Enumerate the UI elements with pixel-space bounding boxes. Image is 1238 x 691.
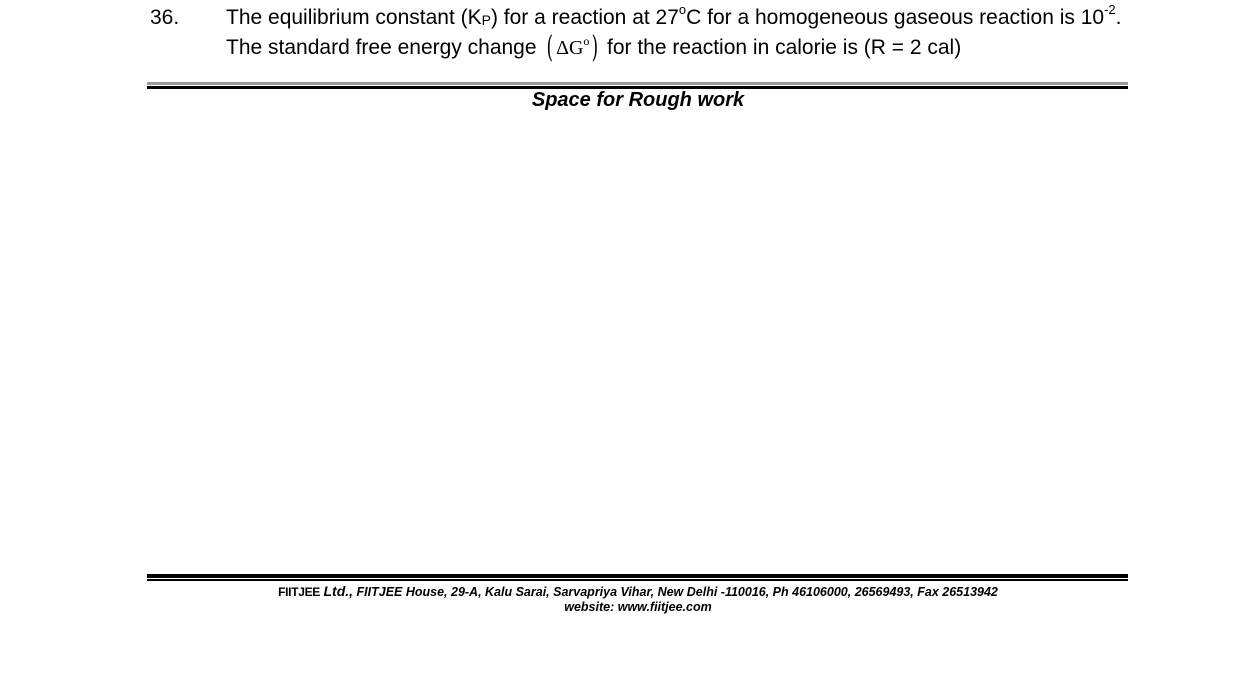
exponent-superscript: -2 (1104, 2, 1116, 17)
footer-address: FIITJEE House, 29-A, Kalu Sarai, Sarvapriya Vihar, New Delhi -110016, Ph 46106000, 26569493, Fax 26513942 (356, 585, 998, 599)
kp-subscript: P (481, 12, 491, 28)
delta-g-text: ΔG (556, 37, 584, 59)
question-text-segment: ) for a reaction at 27 (490, 6, 679, 29)
question-text-line-1 (226, 2, 1122, 30)
rough-work-heading: Space for Rough work (531, 89, 745, 111)
footer-website: website: www.fiitjee.com (564, 600, 712, 614)
separator-footer-thick (147, 574, 1128, 578)
footer-address-line (0, 584, 1238, 600)
question-text-segment: C for a homogeneous gaseous reaction is 10 (686, 6, 1105, 29)
question-text-end: . (1115, 6, 1122, 29)
question-text-segment: The standard free energy change (226, 36, 537, 59)
degree-superscript: o (678, 2, 687, 17)
brand-ltd: Ltd., (323, 583, 354, 599)
brand-logo-text: FIITJEE (278, 585, 321, 599)
standard-state-superscript: o (583, 34, 590, 48)
page-footer (0, 584, 1238, 615)
separator-top-grey (147, 82, 1128, 85)
question-text-line-2: The standard free energy change ( $\Delta G^o$) for the reaction in calorie is (R = 2 cal) (226, 30, 962, 65)
delta-g-symbol (556, 34, 590, 59)
question-text-segment: for the reaction in calorie is (R = 2 cal) (606, 36, 962, 59)
question-text-segment: The equilibrium constant (K (226, 6, 482, 29)
separator-footer-thin (147, 579, 1128, 581)
question-number: 36. (150, 6, 180, 29)
